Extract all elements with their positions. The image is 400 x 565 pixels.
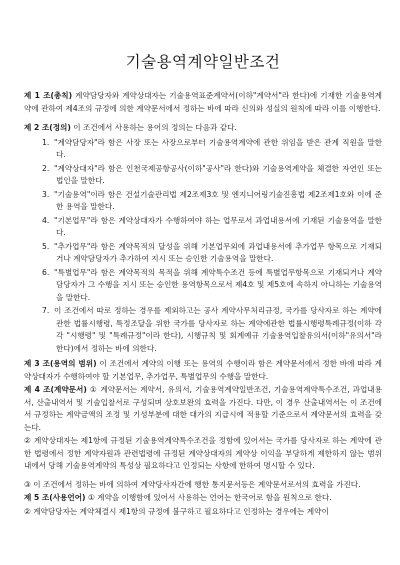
definition-item bbox=[24, 189, 382, 214]
item-number: 4. bbox=[42, 215, 50, 225]
article-2-intro: 이 조건에서 사용하는 용어의 정의는 다음과 같다. bbox=[70, 123, 237, 132]
article-1 bbox=[24, 90, 382, 115]
article-1-text: 계약담당자와 계약상대자는 기술용역표준계약서(이하"계약서"라 한다)에 기재한 기술용역계약에 관하여 제4조의 규정에 의한 계약문서에서 정하는 바에 따라 신의와 성실의 원칙에 따라 이를 이행한다. bbox=[24, 91, 382, 113]
article-4-p3: ③ 이 조건에서 정하는 바에 의하여 계약당사자간에 행한 통지문서등은 계약문서로서의 효력을 가진다. bbox=[24, 479, 361, 489]
item-text: "계약상대자"라 함은 인천국제공항공사(이하"공사"라 한다)와 기술용역계약을 체결한 자연인 또는 법인을 말한다. bbox=[54, 163, 382, 185]
item-number: 2. bbox=[42, 163, 50, 173]
item-number: 6. bbox=[42, 267, 50, 277]
definition-item bbox=[24, 163, 382, 188]
article-4-text-1: ① 계약문서는 계약서, 유의서, 기술용역계약일반조건, 기술용역계약특수조건, 과업내용서, 산출내역서 및 기술입찰서로 구성되며 상호보완의 효력을 가진다. 다만, 이 경우 산출내역서는 이 조건에서 규정하는 계약금액의 조정 및 기성부분에 대한 대가의 지급시에 적용할 기준으로서 계약문서의 효력을 갖는다. bbox=[24, 385, 383, 432]
article-4-heading: 제 4 조(계약문서) bbox=[24, 385, 87, 394]
article-5-heading: 제 5 조(사용언어) bbox=[24, 493, 86, 502]
item-text: "계약담당자"라 함은 사장 또는 사장으로부터 기술용역계약에 관한 위임을 받은 관계 직원을 말한다. bbox=[54, 137, 382, 159]
definition-item bbox=[24, 137, 382, 162]
document-title: 기술용역계약일반조건 bbox=[125, 53, 281, 71]
article-4-p2: ② 계약상대자는 제1항에 규정된 기술용역계약특수조건을 정함에 있어서는 국가를 당사자로 하는 계약에 관한 법령에서 정한 계약자원과 관련법령에 규정된 계약상대자의 계약상 이익을 부당하게 제한하지 않는 범위 내에서 당해 기술용역계약의 특성상 필요하다고 인정되는 사항에 한하여 명시할 수 있다. bbox=[24, 436, 382, 470]
item-number: 7. bbox=[42, 306, 50, 315]
article-2-heading: 제 2 조(정의) bbox=[24, 123, 71, 132]
article-2-list bbox=[24, 137, 382, 356]
article-2 bbox=[24, 122, 382, 135]
item-text: 이 조건에서 따로 정하는 경우를 제외하고는 공사 계약사무처리규정, 국가를 당사자로 하는 계약에관한 법률시행령, 특정조달을 위한 국가를 당사자로 하는 계약에관한 법률시행령특례규정(이하 각각 "시행령" 및 "특례규정"이라 한다), 시행규칙 및 회계예규 기술용역입찰유의서(이하"유의서"라 한다)에서 정하는 바에 의한다. bbox=[54, 306, 382, 353]
item-text: "추가업무"라 함은 계약목적의 달성을 위해 기본업무외에 과업내용서에 추가업무 항목으로 기재되거나 계약담당자가 추가하여 지시 또는 승인한 기술용역을 말한다. bbox=[54, 241, 382, 263]
item-number: 5. bbox=[42, 241, 50, 251]
article-5-text: ① 계약을 이행함에 있어서 사용하는 언어는 한국어로 함을 원칙으로 한다. bbox=[85, 493, 332, 502]
article-5 bbox=[24, 492, 382, 505]
definition-item bbox=[24, 267, 382, 305]
article-3-text: 이 조건에서 계약의 이행 또는 용역의 수행이라 함은 계약문서에서 정한 바에 따라 계약상대자가 수행하여야 할 기본업무, 추가업무, 특별업무의 수행을 말한다. bbox=[24, 359, 382, 381]
definition-item bbox=[24, 241, 382, 266]
item-text: "특별업무"라 함은 계약목적의 목적을 위해 계약특수조건 등에 특별업무항목으로 기재되거나 계약담당자가 그 수행을 지시 또는 승인한 용역항목으로서 제4호 및 제5호에 속하지 아니하는 기술용역을 말한다. bbox=[54, 267, 382, 302]
definition-item bbox=[24, 215, 382, 240]
item-text: "기본업무"라 함은 계약상대자가 수행하여야 하는 업무로서 과업내용서에 기재된 기술용역을 말한다. bbox=[54, 215, 382, 237]
item-number: 1. bbox=[42, 137, 50, 147]
item-text: "기술용역"이라 함은 건설기술관리법 제2조제3호 및 엔지니어링기술진흥법 제2조제1호와 이에 준한 용역을 말한다. bbox=[54, 189, 382, 211]
article-4-p1 bbox=[24, 384, 382, 434]
definition-item bbox=[24, 305, 382, 355]
article-3 bbox=[24, 358, 382, 383]
item-number: 3. bbox=[42, 189, 50, 199]
article-1-heading: 제 1 조(총칙) bbox=[24, 91, 73, 100]
article-5-p2: ② 계약담당자는 계약체결시 제1항의 규정에 불구하고 필요하다고 인정하는 경우에는 계약이 bbox=[24, 506, 329, 516]
article-3-heading: 제 3 조(용역의 범위) bbox=[24, 359, 97, 368]
